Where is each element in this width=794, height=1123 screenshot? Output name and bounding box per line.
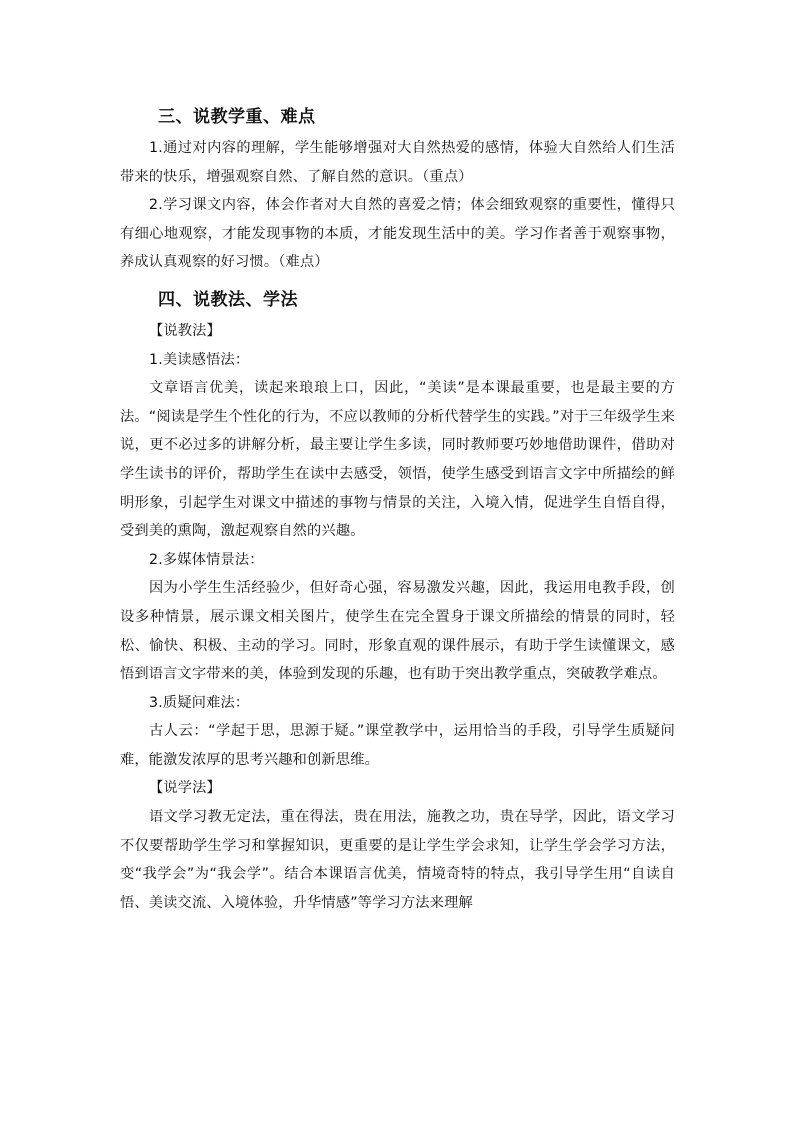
document-body [120, 100, 675, 917]
method-1-title: 1.美读感悟法： [149, 351, 250, 368]
method-2-paragraph: 因为小学生生活经验少，但好奇心强，容易激发兴趣，因此，我运用电教手段，创设多种情景，展示课文相关图片，使学生在完全置身于课文所描绘的情景的同时，轻松、愉快、积极、主动的学习。同时，形象直观的课件展示，有助于学生读懂课文，感悟到语言文字带来的美，体验到发现的乐趣，也有助于突出教学重点，突破教学难点。 [120, 580, 675, 683]
method-3-title: 3.质疑问难法： [149, 694, 250, 711]
key-point-paragraph: 1.通过对内容的理解，学生能够增强对大自然热爱的感情，体验大自然给人们生活带来的快乐，增强观察自然、了解自然的意识。（重点） [120, 140, 675, 185]
method-1-paragraph: 文章语言优美，读起来琅琅上口，因此，“美读”是本课最重要，也是最主要的方法。“阅读是学生个性化的行为，不应以教师的分析代替学生的实践。”对于三年级学生来说，更不必过多的讲解分析，最主要让学生多读，同时教师要巧妙地借助课件，借助对学生读书的评价，帮助学生在读中去感受，领悟，使学生感受到语言文字中所描绘的鲜明形象，引起学生对课文中描述的事物与情景的关注，入境入情，促进学生自悟自得，受到美的熏陶，激起观察自然的兴趣。 [120, 380, 675, 540]
section-heading-methods: 四、说教法、学法 [158, 289, 298, 310]
method-2-title: 2.多媒体情景法： [149, 551, 264, 568]
learning-method-paragraph: 语文学习教无定法，重在得法，贵在用法，施教之功，贵在导学，因此，语文学习不仅要帮助学生学习和掌握知识，更重要的是让学生学会求知，让学生学会学习方法，变“我学会”为“我会学”。结合本课语言优美，情境奇特的特点，我引导学生用“自读自悟、美读交流、入境体验，升华情感”等学习方法来理解 [120, 809, 675, 911]
learning-method-label: 【说学法】 [149, 780, 221, 797]
teaching-method-label: 【说教法】 [149, 322, 221, 339]
section-heading-key-points: 三、说教学重、难点 [158, 107, 316, 127]
method-3-paragraph: 古人云：“学起于思，思源于疑。”课堂教学中，运用恰当的手段，引导学生质疑问难，能激发浓厚的思考兴趣和创新思维。 [120, 723, 675, 768]
difficult-point-paragraph: 2.学习课文内容，体会作者对大自然的喜爱之情；体会细致观察的重要性，懂得只有细心地观察，才能发现事物的本质，才能发现生活中的美。学习作者善于观察事物，养成认真观察的好习惯。（难点） [120, 197, 675, 271]
